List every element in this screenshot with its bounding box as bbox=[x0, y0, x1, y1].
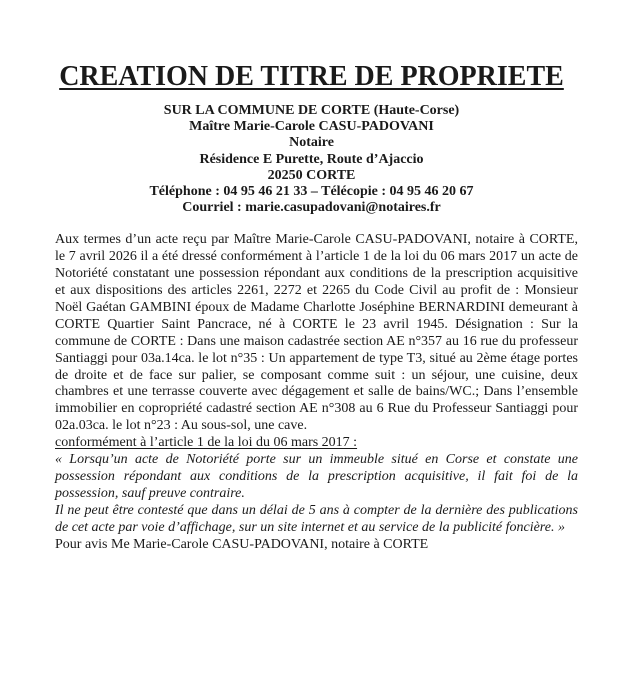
header-line-commune: SUR LA COMMUNE DE CORTE (Haute-Corse) bbox=[163, 102, 460, 118]
header-line-phone-fax: Téléphone : 04 95 46 21 33 – Télécopie : 04 95 46 20 67 bbox=[149, 183, 474, 199]
document-title: CREATION DE TITRE DE PROPRIETE bbox=[59, 61, 564, 92]
header-line-notaire: Notaire bbox=[289, 135, 334, 151]
header-line-address: Résidence E Purette, Route d’Ajaccio bbox=[199, 151, 424, 167]
act-description-paragraph: Aux termes d’un acte reçu par Maître Marie-Carole CASU-PADOVANI, notaire à CORTE, le 7 avril 2026 il a été dressé conformément à l’article 1 de la loi du 06 mars 2017 un acte de Notoriété constatant une possession répondant aux conditions de la prescription acquisitive et aux dispositions des articles 2261, 2272 et 2265 du Code Civil au profit de : Monsieur Noël Gaétan GAMBINI époux de Madame Charlotte Joséphine BERNARDINI demeurant à CORTE Quartier Saint Pancrace, né à CORTE le 23 avril 1945. Désignation : Sur la commune de CORTE : Dans une maison cadastrée section AE n°357 au 16 rue du professeur Santiaggi pour 03a.14ca. le lot n°35 : Un appartement de type T3, situé au 2ème étage portes de droite et de face sur palier, se composant comme suit : un séjour, une cuisine, deux chambres et une terrasse couverte avec dégagement et salle de bains/WC.; Dans l’ensemble immobilier en copropriété cadastré section AE n°308 au 6 Rue du Professeur Santiaggi pour 02a.03ca. le lot n°23 : Au sous-sol, une cave. bbox=[55, 232, 578, 434]
notary-header-block bbox=[0, 103, 623, 216]
legal-quote-paragraph-2: Il ne peut être contesté que dans un délai de 5 ans à compter de la dernière des publications de cet acte par voie d’affichage, sur un site internet et au service de la publicité foncière. » bbox=[55, 502, 578, 535]
header-line-postal-city: 20250 CORTE bbox=[267, 167, 356, 183]
document-body bbox=[0, 232, 623, 553]
legal-quote-paragraph-1: « Lorsqu’un acte de Notoriété porte sur un immeuble situé en Corse et constate une possession répondant aux conditions de la prescription acquisitive, il fait foi de la possession, sauf preuve contraire. bbox=[55, 452, 578, 501]
header-line-email: Courriel : marie.casupadovani@notaires.fr bbox=[182, 200, 441, 216]
header-line-notary-name: Maître Marie-Carole CASU-PADOVANI bbox=[189, 119, 434, 135]
closing-notice-line: Pour avis Me Marie-Carole CASU-PADOVANI, notaire à CORTE bbox=[55, 536, 429, 552]
law-reference-line: conformément à l’article 1 de la loi du 06 mars 2017 : bbox=[55, 435, 358, 451]
